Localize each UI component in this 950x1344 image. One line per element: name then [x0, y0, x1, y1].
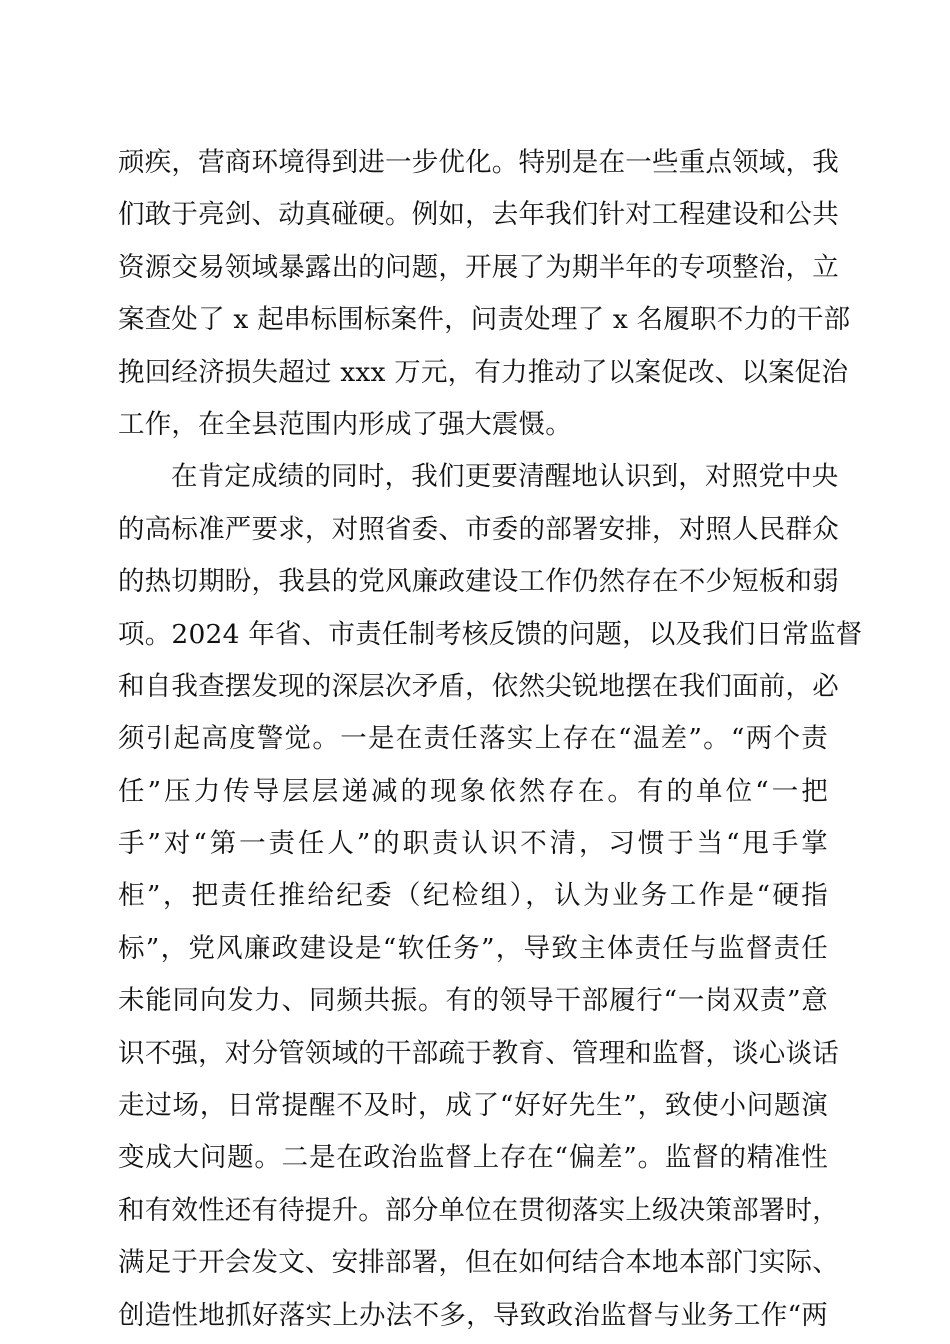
text-line: 识不强，对分管领域的干部疏于教育、管理和监督，谈心谈话: [118, 1037, 839, 1069]
document-body: [118, 137, 863, 1342]
text-line: 创造性地抓好落实上办法不多，导致政治监督与业务工作“两: [118, 1299, 828, 1331]
text-line: 案查处了 x 起串标围标案件，问责处理了 x 名履职不力的干部: [118, 304, 851, 336]
text-line: 走过场，日常提醒不及时，成了“好好先生”，致使小问题演: [118, 1090, 828, 1122]
text-line: 资源交易领域暴露出的问题，开展了为期半年的专项整治，立: [118, 251, 839, 283]
text-line: 须引起高度警觉。一是在责任落实上存在“温差”。“两个责: [118, 723, 828, 755]
paragraph-shortcomings: [118, 451, 863, 1342]
text-line: 工作，在全县范围内形成了强大震慑。: [118, 408, 572, 440]
text-line: 在肯定成绩的同时，我们更要清醒地认识到，对照党中央: [171, 461, 839, 493]
text-line: 和有效性还有待提升。部分单位在贯彻落实上级决策部署时，: [118, 1194, 839, 1226]
text-line: 柜”，把责任推给纪委（纪检组），认为业务工作是“硬指: [118, 880, 828, 912]
text-line: 顽疾，营商环境得到进一步优化。特别是在一些重点领域，我: [118, 147, 839, 178]
text-line: 项。2024 年省、市责任制考核反馈的问题，以及我们日常监督: [118, 618, 863, 650]
text-line: 和自我查摆发现的深层次矛盾，依然尖锐地摆在我们面前，必: [118, 670, 839, 702]
text-line: 未能同向发力、同频共振。有的领导干部履行“一岗双责”意: [118, 985, 828, 1017]
text-line: 标”，党风廉政建设是“软任务”，导致主体责任与监督责任: [118, 932, 828, 964]
text-line: 变成大问题。二是在政治监督上存在“偏差”。监督的精准性: [118, 1142, 828, 1174]
paragraph-achievements: [118, 137, 851, 451]
text-line: 的热切期盼，我县的党风廉政建设工作仍然存在不少短板和弱: [118, 566, 839, 598]
text-line: 手”对“第一责任人”的职责认识不清，习惯于当“甩手掌: [118, 828, 828, 860]
text-line: 任”压力传导层层递减的现象依然存在。有的单位“一把: [118, 775, 828, 807]
text-line: 们敢于亮剑、动真碰硬。例如，去年我们针对工程建设和公共: [118, 199, 839, 231]
text-line: 挽回经济损失超过 xxx 万元，有力推动了以案促改、以案促治: [118, 356, 849, 388]
text-line: 的高标准严要求，对照省委、市委的部署安排，对照人民群众: [118, 513, 839, 545]
text-line: 满足于开会发文、安排部署，但在如何结合本地本部门实际、: [118, 1247, 839, 1279]
